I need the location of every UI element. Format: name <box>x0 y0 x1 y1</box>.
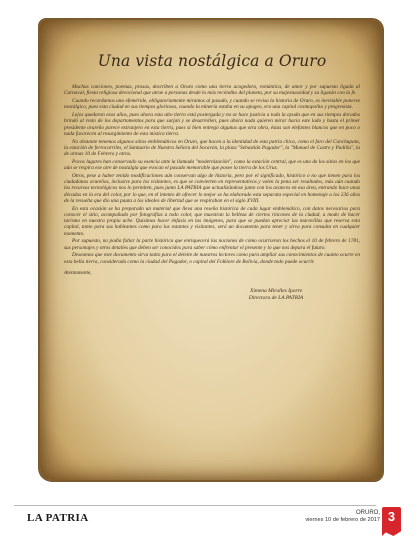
article-paragraph: Deseamos que este documento sirva tanto para el deleite de nuestros lectores como para ampliar sus conocimientos de cuanto ocurre en esta bella tierra, considerada como la ciudad del Pagador, o capital del Folklore de Bolivia, donde todo puede ocurrir. <box>64 252 360 265</box>
footer-divider <box>14 505 376 506</box>
page-number-badge: 3 <box>382 507 401 526</box>
article-body <box>64 84 360 276</box>
article <box>64 52 360 302</box>
parchment-background <box>40 20 382 480</box>
article-title: Una vista nostálgica a Oruro <box>97 52 327 70</box>
article-paragraph: Lejos quedaron esos años, pues ahora esta alto tierra está postergada y no se hace justicia a toda la ayuda que en sus tiempos dorados brindó al resto de los departamentos para que surjan y se desarrollen, pues ahora nada quieren mirar hacia este lado y hasta el primer presidente orureño parece extranjero en esta tierra, pues si bien entregó algunas que otra obra, éstas son elefantes blancos que en poco o nada favorecen al resurgimiento de esta mística tierra. <box>64 112 360 137</box>
article-paragraph: En esta ocasión se ha preparado un material que lleva una reseña histórica de cada lugar emblemático, con datos necesarios para conocer el sitio, acompañado por fotografías a todo color, que muestran la belleza de ciertos rincones de la ciudad, a modo de hacer turismo en nuestra propia urbe. Quisimos hacer énfasis en las imágenes, para que se puedan apreciar las maravillas que reserva esta capital, tanto para sus habitantes como para los estantes y visitantes, será un documento para tener y sirva para consulta en cualquier momento. <box>64 205 360 237</box>
article-paragraph: No obstante tenemos algunos sitios emblemáticos en Oruro, que hacen a la identidad de esta patria chica, como el faro del Conchupata, la estación de ferrocarriles, el Santuario de Nuestra Señora del Socavón, la plaza "Sebastián Pagador", la "Manuel de Castro y Padilla", la de armas 10 de Febrero y otros. <box>64 138 360 157</box>
signature-name: Ximena Miralles Iporre <box>249 288 303 294</box>
article-paragraph: Por supuesto, no podía faltar la parte histórica que enriquecerá las nociones de cómo ocurrieron los hechos el 10 de febrero de 1781, sus personajes y otros detalles que deben ser conocidos para saber cómo enfrentar el presente y lo que nos depara el futuro. <box>64 238 360 251</box>
footer-date: viernes 10 de febrero de 2017 <box>305 517 380 523</box>
article-paragraph: Muchas canciones, poemas, prosas, describen a Oruro como una tierra acogedora, romántica, de amor y por supuesto ligada al Carnaval, fiesta religiosa devocional que atrae a personas desde lo más recóndito del planeta, por su majestuosidad y su ligazón con la fe. <box>64 84 360 97</box>
footer-city: ORURO, <box>356 510 380 516</box>
signature-block <box>64 288 360 302</box>
article-paragraph: Cuando recordamos una efeméride, obligatoriamente miramos al pasado, y cuando se revisa la historia de Oruro, es inevitable ponerse nostálgico, pues esta ciudad en sus tiempos gloriosos, cuando la minería estaba en su apogeo, era una capital cosmopolita y progresista. <box>64 98 360 111</box>
newspaper-logo: LA PATRIA <box>27 512 89 524</box>
page-footer <box>0 494 420 546</box>
article-paragraph: Pocos lugares han conservado su esencia ante la llamada "modernización", como la estación central, que es uno de los sitios en los que aún se respira ese aire de nostalgia que evocan el pasado memorable que posee la tierra de los Urus. <box>64 158 360 171</box>
article-paragraph: Otros, pese a haber tenido modificaciones aún conservan algo de historia, pero por el significado, histórico o no que tienen para los ciudadanos orureños, inclusive para los visitantes, es que se convierten en representativos y valen la pena ser resaltados, más aún cuando los recursos tecnológicos nos lo permiten, pues junto LA PATRIA que actualizándose junto con los avances en esa área, entrando hace unas décadas en la era del color, por lo que, en el intento de ofrecer lo mejor se ha elaborado esta separata especial en homenaje a los 236 años de la revuelta que dio una pauta a los ideales de libertad que se respiraban en el siglo XVIII. <box>64 172 360 204</box>
signature-role: Directora de LA PATRIA <box>248 295 304 301</box>
closing-salutation: Atentamente, <box>64 269 92 276</box>
